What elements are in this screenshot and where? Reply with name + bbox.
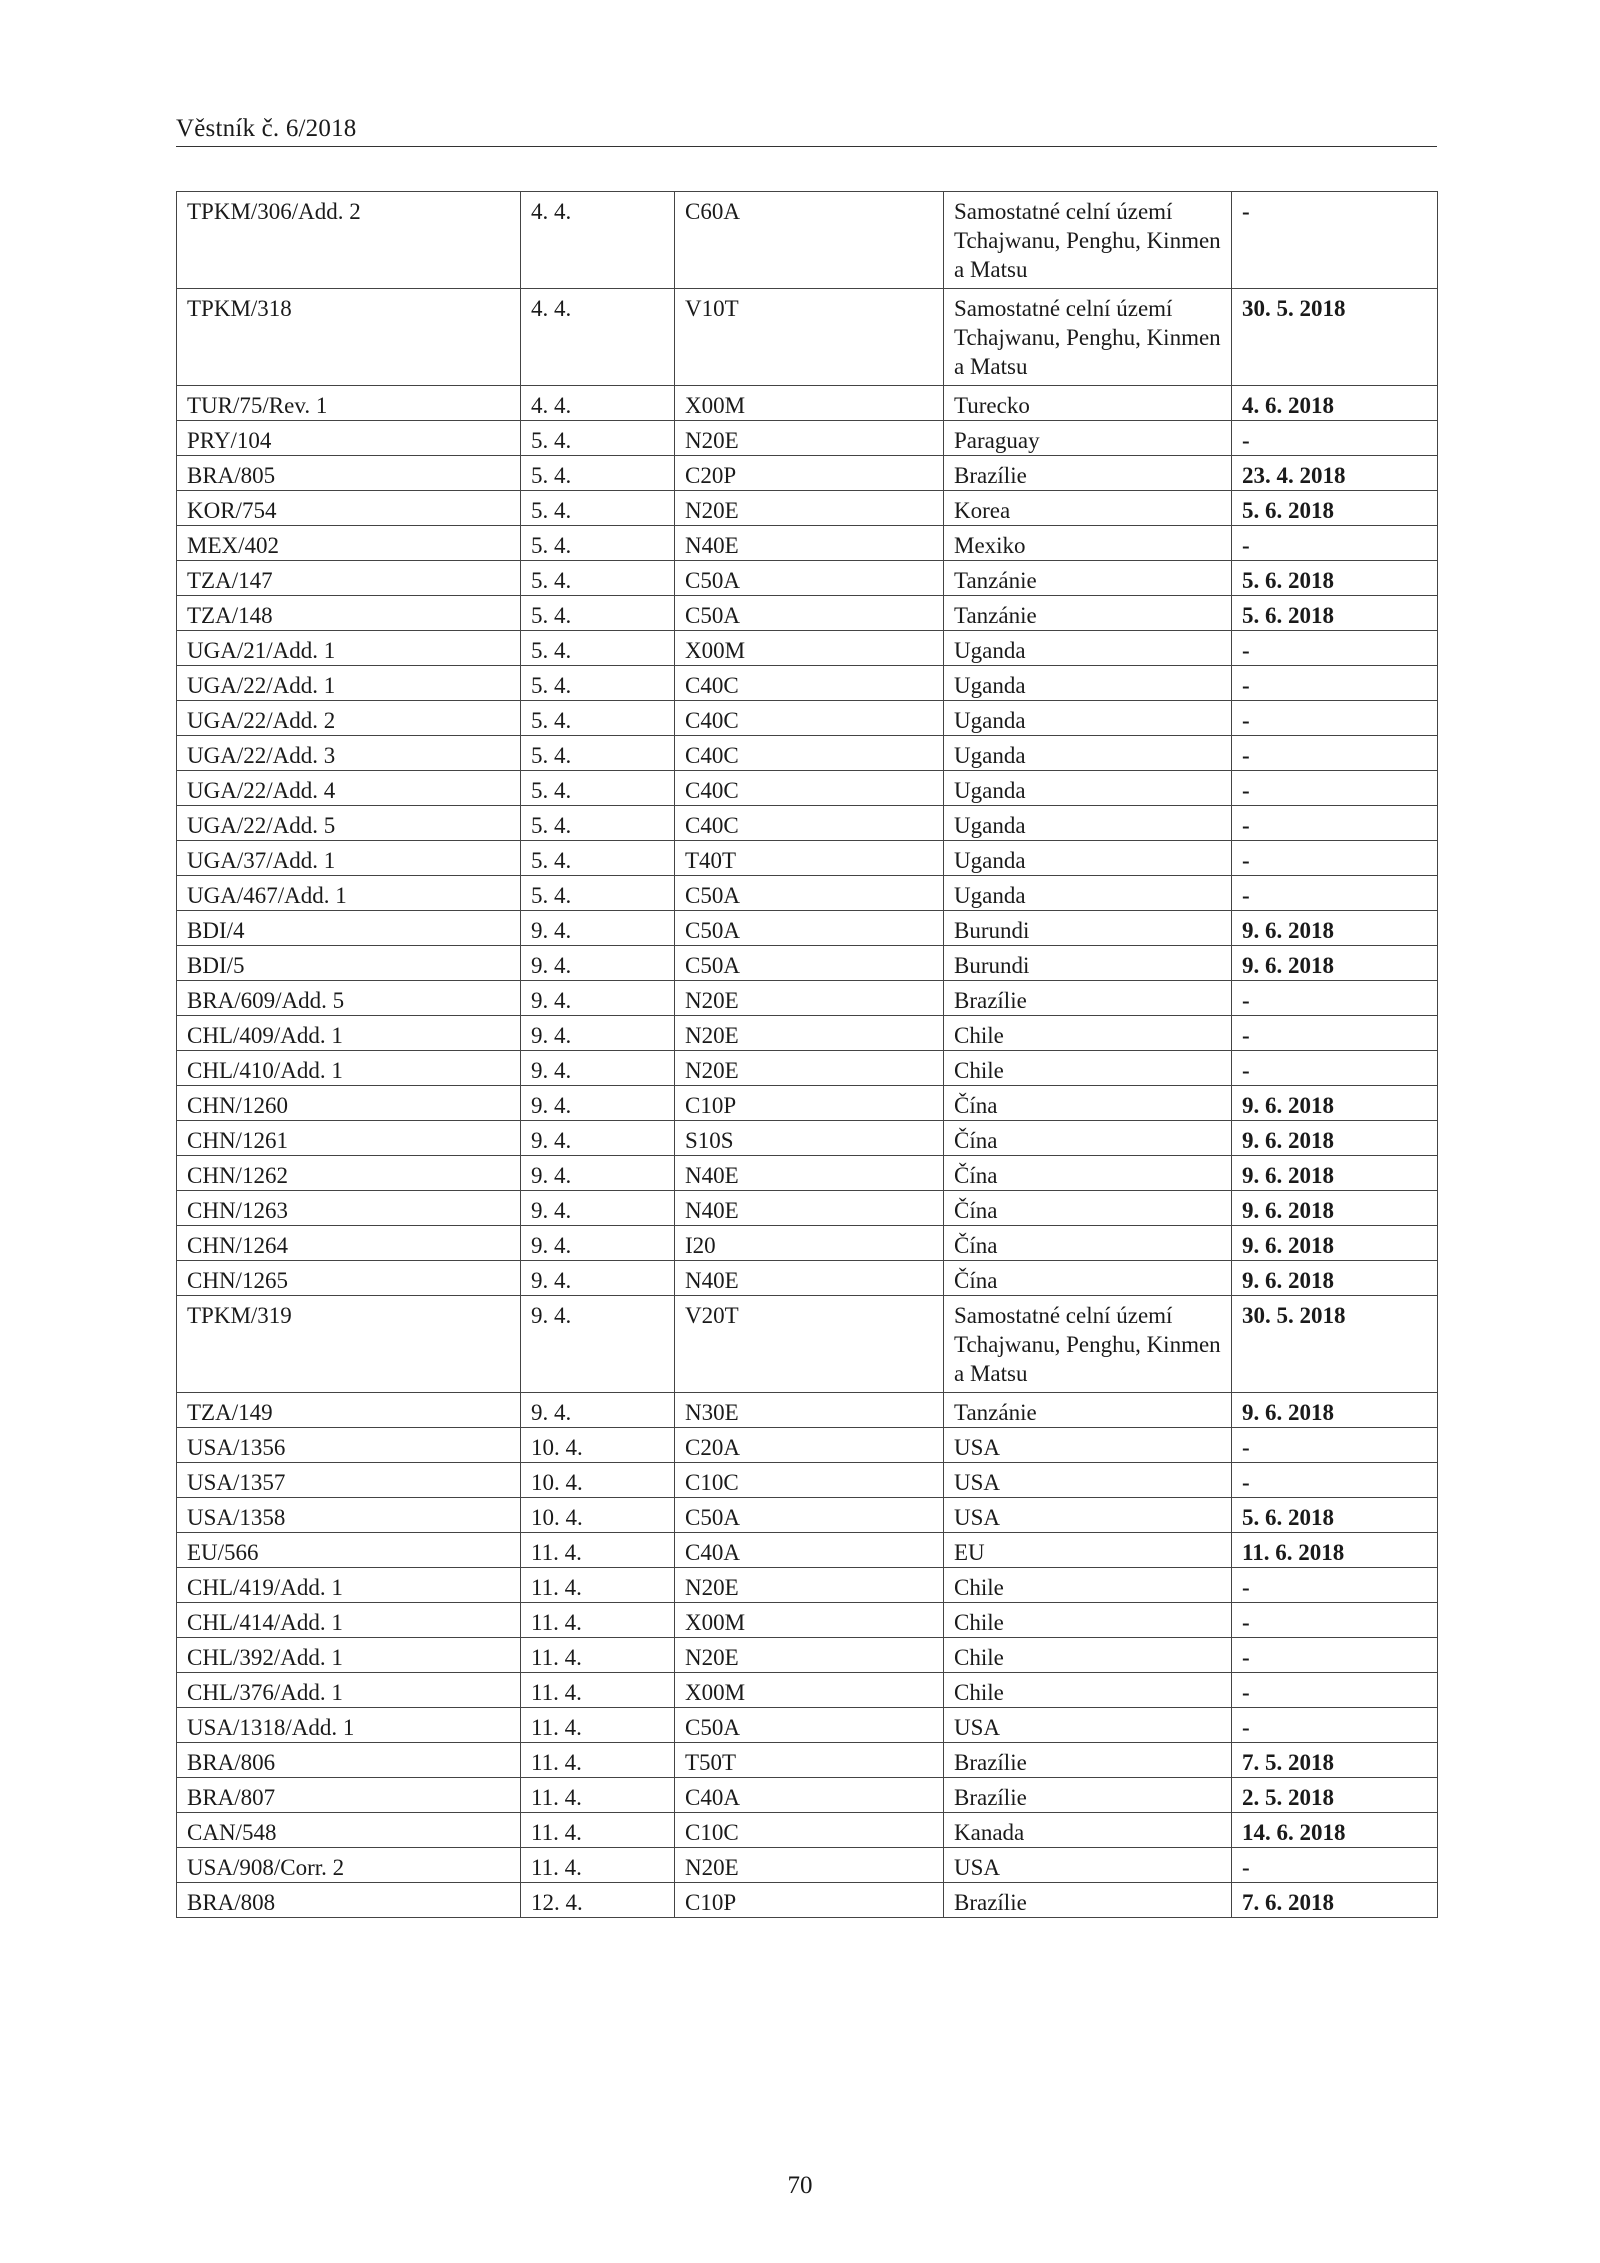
cell-symbol: TPKM/306/Add. 2 [177,192,521,289]
cell-country: Čína [944,1121,1232,1156]
cell-deadline: - [1232,631,1438,666]
cell-country: Uganda [944,806,1232,841]
cell-deadline: - [1232,526,1438,561]
cell-deadline: 7. 5. 2018 [1232,1743,1438,1778]
cell-date: 11. 4. [521,1708,675,1743]
cell-deadline: 9. 6. 2018 [1232,1121,1438,1156]
cell-country: Mexiko [944,526,1232,561]
cell-country: Chile [944,1568,1232,1603]
table-row [177,631,1438,666]
cell-symbol: CHL/410/Add. 1 [177,1051,521,1086]
cell-date: 4. 4. [521,386,675,421]
table-row [177,1638,1438,1673]
cell-code: X00M [675,631,944,666]
cell-code: N20E [675,1638,944,1673]
table-row [177,771,1438,806]
table-row [177,1261,1438,1296]
cell-country: Uganda [944,841,1232,876]
cell-code: C50A [675,596,944,631]
cell-date: 9. 4. [521,981,675,1016]
cell-deadline: - [1232,771,1438,806]
cell-date: 9. 4. [521,1051,675,1086]
cell-country: Čína [944,1261,1232,1296]
cell-code: X00M [675,1673,944,1708]
cell-deadline: - [1232,1708,1438,1743]
cell-code: N20E [675,491,944,526]
table-row [177,911,1438,946]
cell-code: C10P [675,1086,944,1121]
cell-country: Samostatné celní území Tchajwanu, Penghu, Kinmen a Matsu [944,1296,1232,1393]
cell-deadline: - [1232,806,1438,841]
cell-symbol: BRA/805 [177,456,521,491]
cell-date: 5. 4. [521,806,675,841]
cell-deadline: 14. 6. 2018 [1232,1813,1438,1848]
cell-date: 10. 4. [521,1428,675,1463]
cell-date: 9. 4. [521,1016,675,1051]
table-row [177,1016,1438,1051]
cell-date: 11. 4. [521,1743,675,1778]
cell-country: Burundi [944,946,1232,981]
cell-country: Korea [944,491,1232,526]
cell-date: 9. 4. [521,1393,675,1428]
cell-symbol: BRA/609/Add. 5 [177,981,521,1016]
table-row [177,1226,1438,1261]
cell-code: N20E [675,1568,944,1603]
cell-date: 4. 4. [521,289,675,386]
cell-date: 5. 4. [521,561,675,596]
cell-code: T50T [675,1743,944,1778]
cell-symbol: BDI/5 [177,946,521,981]
cell-deadline: - [1232,1016,1438,1051]
cell-date: 9. 4. [521,1226,675,1261]
table-row [177,1848,1438,1883]
cell-deadline: - [1232,701,1438,736]
cell-date: 5. 4. [521,491,675,526]
cell-date: 10. 4. [521,1463,675,1498]
cell-date: 9. 4. [521,1296,675,1393]
cell-code: C50A [675,911,944,946]
cell-country: USA [944,1463,1232,1498]
cell-symbol: BRA/806 [177,1743,521,1778]
cell-code: N40E [675,1261,944,1296]
cell-deadline: 2. 5. 2018 [1232,1778,1438,1813]
cell-country: Brazílie [944,1883,1232,1918]
cell-code: C10C [675,1463,944,1498]
cell-country: Brazílie [944,981,1232,1016]
cell-country: Uganda [944,666,1232,701]
cell-code: T40T [675,841,944,876]
cell-symbol: CHL/376/Add. 1 [177,1673,521,1708]
cell-date: 11. 4. [521,1673,675,1708]
cell-deadline: - [1232,1428,1438,1463]
cell-deadline: 9. 6. 2018 [1232,1156,1438,1191]
cell-date: 5. 4. [521,596,675,631]
cell-deadline: - [1232,1848,1438,1883]
cell-code: I20 [675,1226,944,1261]
cell-deadline: 30. 5. 2018 [1232,1296,1438,1393]
cell-country: Čína [944,1191,1232,1226]
cell-country: Chile [944,1638,1232,1673]
page-number: 70 [787,2172,813,2199]
cell-country: Tanzánie [944,561,1232,596]
table-row [177,666,1438,701]
cell-country: Chile [944,1016,1232,1051]
table-row [177,561,1438,596]
cell-country: Burundi [944,911,1232,946]
cell-code: C40C [675,736,944,771]
cell-deadline: 7. 6. 2018 [1232,1883,1438,1918]
cell-deadline: 4. 6. 2018 [1232,386,1438,421]
cell-deadline: - [1232,1051,1438,1086]
table-row [177,1883,1438,1918]
table-row [177,1121,1438,1156]
page-header-title: Věstník č. 6/2018 [176,115,357,142]
cell-code: C10P [675,1883,944,1918]
cell-symbol: TUR/75/Rev. 1 [177,386,521,421]
cell-date: 9. 4. [521,946,675,981]
cell-date: 5. 4. [521,421,675,456]
cell-date: 5. 4. [521,526,675,561]
cell-country: Brazílie [944,1743,1232,1778]
cell-country: Samostatné celní území Tchajwanu, Penghu, Kinmen a Matsu [944,192,1232,289]
cell-country: Čína [944,1226,1232,1261]
cell-date: 9. 4. [521,1156,675,1191]
cell-symbol: USA/1357 [177,1463,521,1498]
cell-symbol: TZA/149 [177,1393,521,1428]
table-row [177,1673,1438,1708]
cell-code: X00M [675,386,944,421]
cell-symbol: TZA/147 [177,561,521,596]
cell-date: 11. 4. [521,1638,675,1673]
cell-country: USA [944,1428,1232,1463]
cell-code: V20T [675,1296,944,1393]
cell-deadline: - [1232,1463,1438,1498]
cell-deadline: - [1232,1603,1438,1638]
table-row [177,1393,1438,1428]
cell-symbol: UGA/467/Add. 1 [177,876,521,911]
cell-code: C50A [675,1498,944,1533]
table-row [177,1086,1438,1121]
cell-symbol: UGA/37/Add. 1 [177,841,521,876]
cell-symbol: KOR/754 [177,491,521,526]
table-row [177,192,1438,289]
cell-country: Tanzánie [944,596,1232,631]
cell-code: C40C [675,666,944,701]
cell-symbol: UGA/22/Add. 3 [177,736,521,771]
cell-date: 12. 4. [521,1883,675,1918]
cell-deadline: - [1232,1638,1438,1673]
table-row [177,1708,1438,1743]
cell-country: Uganda [944,701,1232,736]
cell-deadline: 9. 6. 2018 [1232,1261,1438,1296]
cell-code: C60A [675,192,944,289]
cell-code: V10T [675,289,944,386]
cell-date: 11. 4. [521,1568,675,1603]
cell-symbol: BRA/808 [177,1883,521,1918]
page-header [176,112,1437,147]
cell-code: C50A [675,876,944,911]
cell-deadline: 5. 6. 2018 [1232,491,1438,526]
cell-code: C40A [675,1533,944,1568]
cell-date: 11. 4. [521,1603,675,1638]
cell-code: S10S [675,1121,944,1156]
cell-code: C40C [675,806,944,841]
cell-code: C50A [675,946,944,981]
cell-symbol: CHN/1262 [177,1156,521,1191]
table-row [177,491,1438,526]
table-row [177,1743,1438,1778]
cell-deadline: 9. 6. 2018 [1232,1226,1438,1261]
cell-date: 9. 4. [521,1121,675,1156]
table-row [177,596,1438,631]
cell-country: USA [944,1708,1232,1743]
table-row [177,1296,1438,1393]
cell-code: C50A [675,561,944,596]
cell-deadline: - [1232,736,1438,771]
cell-deadline: - [1232,1568,1438,1603]
cell-deadline: - [1232,421,1438,456]
cell-deadline: - [1232,666,1438,701]
cell-date: 5. 4. [521,631,675,666]
cell-date: 10. 4. [521,1498,675,1533]
cell-date: 5. 4. [521,666,675,701]
cell-code: N20E [675,1051,944,1086]
cell-country: Turecko [944,386,1232,421]
cell-deadline: - [1232,876,1438,911]
table-row [177,1778,1438,1813]
cell-symbol: USA/1356 [177,1428,521,1463]
cell-symbol: CAN/548 [177,1813,521,1848]
table-row [177,841,1438,876]
table-row [177,1813,1438,1848]
table-row [177,736,1438,771]
cell-code: N40E [675,526,944,561]
cell-symbol: USA/1318/Add. 1 [177,1708,521,1743]
cell-country: Brazílie [944,456,1232,491]
cell-date: 11. 4. [521,1533,675,1568]
cell-date: 9. 4. [521,1086,675,1121]
table-row [177,1191,1438,1226]
cell-date: 9. 4. [521,1191,675,1226]
cell-deadline: 5. 6. 2018 [1232,596,1438,631]
table-row [177,421,1438,456]
cell-deadline: 5. 6. 2018 [1232,561,1438,596]
cell-deadline: 9. 6. 2018 [1232,1086,1438,1121]
cell-deadline: - [1232,981,1438,1016]
cell-country: Brazílie [944,1778,1232,1813]
cell-symbol: CHL/409/Add. 1 [177,1016,521,1051]
cell-country: Uganda [944,631,1232,666]
cell-code: N20E [675,421,944,456]
cell-code: C20A [675,1428,944,1463]
table-row [177,806,1438,841]
cell-country: Čína [944,1086,1232,1121]
cell-date: 11. 4. [521,1848,675,1883]
table-row [177,386,1438,421]
cell-code: N20E [675,1016,944,1051]
cell-symbol: CHN/1260 [177,1086,521,1121]
cell-country: Tanzánie [944,1393,1232,1428]
table-row [177,701,1438,736]
cell-country: USA [944,1848,1232,1883]
cell-symbol: MEX/402 [177,526,521,561]
table-row [177,946,1438,981]
cell-country: USA [944,1498,1232,1533]
cell-date: 5. 4. [521,841,675,876]
cell-code: C40C [675,771,944,806]
cell-deadline: 9. 6. 2018 [1232,911,1438,946]
cell-deadline: - [1232,841,1438,876]
cell-symbol: UGA/22/Add. 5 [177,806,521,841]
cell-symbol: TZA/148 [177,596,521,631]
cell-code: C40C [675,701,944,736]
cell-deadline: 5. 6. 2018 [1232,1498,1438,1533]
table-body [177,192,1438,1918]
cell-country: Uganda [944,736,1232,771]
cell-code: C50A [675,1708,944,1743]
cell-deadline: 9. 6. 2018 [1232,946,1438,981]
table-row [177,526,1438,561]
table-row [177,981,1438,1016]
cell-date: 5. 4. [521,701,675,736]
notifications-table [176,191,1438,1918]
table-row [177,1533,1438,1568]
cell-code: N20E [675,981,944,1016]
cell-country: Chile [944,1603,1232,1638]
cell-country: Chile [944,1673,1232,1708]
cell-symbol: PRY/104 [177,421,521,456]
table-row [177,456,1438,491]
table-row [177,1428,1438,1463]
cell-symbol: CHL/414/Add. 1 [177,1603,521,1638]
cell-deadline: - [1232,1673,1438,1708]
cell-country: Uganda [944,771,1232,806]
cell-code: C40A [675,1778,944,1813]
cell-symbol: EU/566 [177,1533,521,1568]
cell-symbol: USA/1358 [177,1498,521,1533]
cell-date: 11. 4. [521,1778,675,1813]
cell-date: 5. 4. [521,736,675,771]
cell-country: Paraguay [944,421,1232,456]
table-row [177,1156,1438,1191]
table-row [177,1603,1438,1638]
cell-date: 11. 4. [521,1813,675,1848]
cell-deadline: 30. 5. 2018 [1232,289,1438,386]
cell-code: N30E [675,1393,944,1428]
cell-symbol: TPKM/319 [177,1296,521,1393]
cell-symbol: UGA/22/Add. 1 [177,666,521,701]
cell-symbol: CHN/1263 [177,1191,521,1226]
table-row [177,1051,1438,1086]
cell-country: Samostatné celní území Tchajwanu, Penghu, Kinmen a Matsu [944,289,1232,386]
cell-symbol: UGA/22/Add. 2 [177,701,521,736]
cell-symbol: CHN/1265 [177,1261,521,1296]
table-row [177,1568,1438,1603]
cell-deadline: 9. 6. 2018 [1232,1191,1438,1226]
cell-symbol: TPKM/318 [177,289,521,386]
cell-symbol: UGA/22/Add. 4 [177,771,521,806]
table-row [177,876,1438,911]
cell-date: 5. 4. [521,771,675,806]
cell-code: C20P [675,456,944,491]
table-row [177,1463,1438,1498]
cell-symbol: UGA/21/Add. 1 [177,631,521,666]
cell-deadline: 11. 6. 2018 [1232,1533,1438,1568]
cell-symbol: CHL/419/Add. 1 [177,1568,521,1603]
cell-deadline: - [1232,192,1438,289]
cell-symbol: CHN/1264 [177,1226,521,1261]
cell-date: 5. 4. [521,876,675,911]
cell-code: N40E [675,1156,944,1191]
table-row [177,289,1438,386]
table-row [177,1498,1438,1533]
cell-country: Chile [944,1051,1232,1086]
cell-date: 9. 4. [521,1261,675,1296]
cell-symbol: BRA/807 [177,1778,521,1813]
cell-code: X00M [675,1603,944,1638]
cell-country: Čína [944,1156,1232,1191]
cell-code: N20E [675,1848,944,1883]
cell-country: Kanada [944,1813,1232,1848]
cell-code: N40E [675,1191,944,1226]
cell-deadline: 23. 4. 2018 [1232,456,1438,491]
cell-symbol: USA/908/Corr. 2 [177,1848,521,1883]
cell-code: C10C [675,1813,944,1848]
cell-symbol: CHN/1261 [177,1121,521,1156]
cell-date: 5. 4. [521,456,675,491]
cell-country: EU [944,1533,1232,1568]
cell-symbol: BDI/4 [177,911,521,946]
cell-country: Uganda [944,876,1232,911]
cell-date: 4. 4. [521,192,675,289]
cell-date: 9. 4. [521,911,675,946]
cell-deadline: 9. 6. 2018 [1232,1393,1438,1428]
cell-symbol: CHL/392/Add. 1 [177,1638,521,1673]
